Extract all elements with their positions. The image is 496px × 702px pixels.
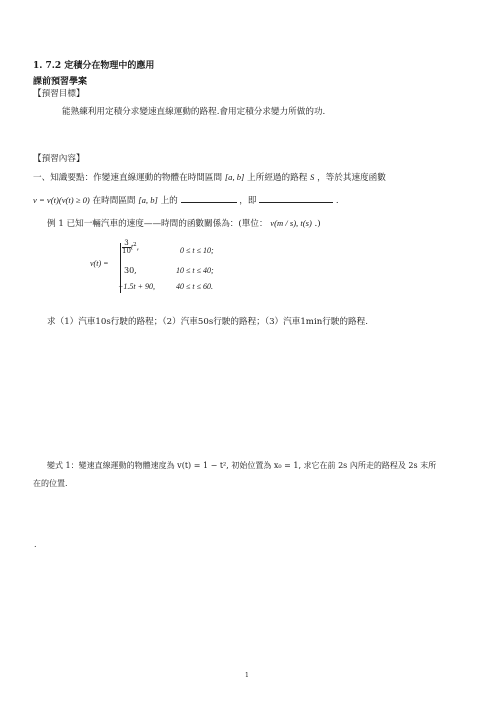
piece-1-exponent: 2 bbox=[133, 241, 137, 248]
example-1-lead bbox=[47, 217, 321, 229]
knowledge-text-a: 一、知識要點：作變速直線運動的物體在時間區間 bbox=[33, 173, 223, 183]
stray-dot: . bbox=[34, 540, 37, 549]
piece-1-expr bbox=[122, 240, 139, 255]
piece-3-expr: −1.5t + 90, bbox=[118, 282, 156, 291]
piece-2-expr: 30, bbox=[124, 266, 137, 275]
piece-3-condition: 40 ≤ t ≤ 60. bbox=[176, 282, 214, 291]
piece-1-condition: 0 ≤ t ≤ 10; bbox=[180, 246, 214, 255]
piece-2-condition: 10 ≤ t ≤ 40; bbox=[176, 266, 214, 275]
subtitle: 課前預習學案 bbox=[33, 77, 88, 87]
interval-ab: [a, b] bbox=[224, 172, 245, 182]
example-units: v(m / s), t(s) bbox=[270, 218, 312, 228]
knowledge-text-f: ，即 bbox=[239, 196, 257, 206]
fraction-denominator: 10 bbox=[122, 247, 131, 255]
knowledge-text-c: ，等於其速度函數 bbox=[317, 173, 386, 183]
knowledge-text-e: 上的 bbox=[160, 196, 178, 206]
piece-1-var: t bbox=[130, 242, 134, 252]
variant-1-line-1: 變式 1：變速直線運動的物體速度為 v(t) = 1 − t², 初始位置為 x₀ = 1, 求它在前 2s 內所走的路程及 2s 末所 bbox=[47, 461, 437, 470]
knowledge-line-1 bbox=[33, 171, 386, 183]
example-question: 求（1）汽車10s行駛的路程；（2）汽車50s行駛的路程；（3）汽車1min行駛的路程. bbox=[47, 317, 368, 327]
velocity-function: v = v(t)(v(t) ≥ 0) bbox=[33, 195, 90, 205]
content-heading: 【預習內容】 bbox=[33, 154, 85, 164]
fraction-numerator: 3 bbox=[122, 240, 131, 248]
page-number: 1 bbox=[245, 672, 249, 679]
piecewise-lhs: v(t) = bbox=[90, 259, 109, 268]
goal-text: 能熟練利用定積分求變速直線運動的路程.會用定積分求變力所做的功. bbox=[62, 107, 326, 117]
knowledge-text-b: 上所經過的路程 bbox=[247, 173, 308, 183]
answer-blank-2[interactable] bbox=[259, 194, 333, 203]
fraction-3-10 bbox=[122, 239, 134, 255]
knowledge-text-d: 在時間區間 bbox=[92, 196, 136, 206]
distance-symbol: S bbox=[310, 172, 315, 182]
answer-blank-1[interactable] bbox=[181, 194, 237, 203]
variant-1-line-2: 在的位置. bbox=[33, 479, 68, 488]
section-title: 1. 7.2 定積分在物理中的應用 bbox=[33, 61, 155, 71]
piece-1-comma: , bbox=[136, 242, 140, 252]
interval-ab-2: [a, b] bbox=[138, 195, 158, 205]
knowledge-text-g: . bbox=[335, 196, 339, 206]
example-text: 例 1 已知一輛汽車的速度——時間的函數關係為：(單位： bbox=[47, 219, 268, 229]
goal-heading: 【預習目標】 bbox=[33, 89, 85, 99]
example-end: .) bbox=[314, 219, 321, 229]
knowledge-line-2 bbox=[33, 194, 339, 206]
